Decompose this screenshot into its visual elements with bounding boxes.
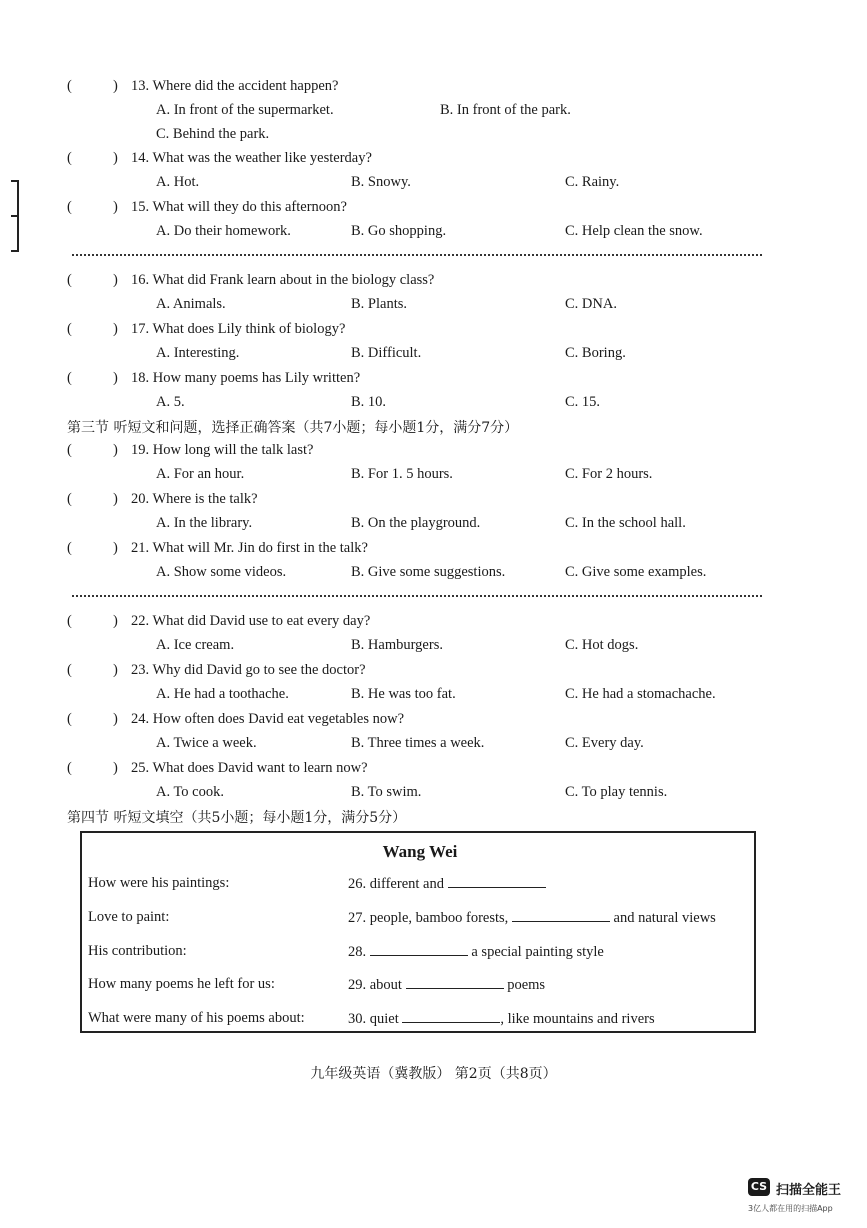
answer-blank-29[interactable] xyxy=(406,976,504,989)
scanner-brand-name: 扫描全能王 xyxy=(776,1183,842,1198)
option-b: B. Plants. xyxy=(351,296,407,312)
answer-paren-close: ) xyxy=(113,540,118,556)
option-b: B. In front of the park. xyxy=(440,102,571,118)
option-b: B. Difficult. xyxy=(351,345,422,361)
answer-blank-26[interactable] xyxy=(448,875,546,888)
question-text: 23. Why did David go to see the doctor? xyxy=(131,662,366,678)
row-prefix: 27. people, bamboo forests, xyxy=(348,910,509,926)
option-b: B. On the playground. xyxy=(351,515,481,531)
answer-paren-close: ) xyxy=(113,662,118,678)
row-answer xyxy=(348,909,716,927)
option-a: A. 5. xyxy=(156,394,185,410)
row-label: How were his paintings: xyxy=(88,875,230,891)
camscanner-logo-icon: CS xyxy=(748,1178,770,1196)
answer-paren-close: ) xyxy=(113,78,118,94)
option-a: A. He had a toothache. xyxy=(156,686,289,702)
answer-paren-close: ) xyxy=(113,272,118,288)
option-c: C. To play tennis. xyxy=(565,784,668,800)
option-a: A. To cook. xyxy=(156,784,224,800)
answer-paren-close: ) xyxy=(113,491,118,507)
answer-paren-open: ( xyxy=(67,613,72,629)
answer-paren-open: ( xyxy=(67,442,72,458)
answer-paren-open: ( xyxy=(67,540,72,556)
question-text: 20. Where is the talk? xyxy=(131,491,258,507)
binding-tick xyxy=(11,250,17,252)
question-text: 17. What does Lily think of biology? xyxy=(131,321,346,337)
option-a: A. Animals. xyxy=(156,296,226,312)
answer-paren-open: ( xyxy=(67,272,72,288)
option-c: C. 15. xyxy=(565,394,601,410)
section-4-heading: 第四节 听短文填空（共5小题；每小题1分，满分5分） xyxy=(67,810,407,826)
row-suffix: , like mountains and rivers xyxy=(500,1011,655,1027)
question-text: 13. Where did the accident happen? xyxy=(131,78,339,94)
option-c: C. For 2 hours. xyxy=(565,466,653,482)
row-answer xyxy=(348,943,604,961)
option-b: B. 10. xyxy=(351,394,387,410)
option-c: C. In the school hall. xyxy=(565,515,686,531)
answer-blank-30[interactable] xyxy=(402,1010,500,1023)
answer-blank-28[interactable] xyxy=(370,943,468,956)
option-a: A. Hot. xyxy=(156,174,200,190)
question-text: 14. What was the weather like yesterday? xyxy=(131,150,372,166)
option-c: C. He had a stomachache. xyxy=(565,686,716,702)
answer-paren-open: ( xyxy=(67,760,72,776)
option-a: A. Twice a week. xyxy=(156,735,257,751)
question-text: 21. What will Mr. Jin do first in the talk? xyxy=(131,540,368,556)
option-c: C. Boring. xyxy=(565,345,626,361)
option-b: B. Three times a week. xyxy=(351,735,485,751)
row-answer xyxy=(348,976,545,994)
row-answer xyxy=(348,875,546,893)
question-text: 16. What did Frank learn about in the biology class? xyxy=(131,272,435,288)
answer-blank-27[interactable] xyxy=(512,909,610,922)
option-c: C. Behind the park. xyxy=(156,126,270,142)
answer-paren-open: ( xyxy=(67,199,72,215)
dotted-divider xyxy=(72,595,762,597)
option-a: A. In the library. xyxy=(156,515,253,531)
row-label: How many poems he left for us: xyxy=(88,976,275,992)
option-a: A. Interesting. xyxy=(156,345,240,361)
option-c: C. Hot dogs. xyxy=(565,637,639,653)
question-text: 25. What does David want to learn now? xyxy=(131,760,368,776)
answer-paren-close: ) xyxy=(113,150,118,166)
row-prefix: 28. xyxy=(348,944,367,960)
answer-paren-close: ) xyxy=(113,760,118,776)
answer-paren-open: ( xyxy=(67,491,72,507)
option-b: B. Hamburgers. xyxy=(351,637,443,653)
option-b: B. Snowy. xyxy=(351,174,411,190)
question-text: 19. How long will the talk last? xyxy=(131,442,314,458)
option-c: C. DNA. xyxy=(565,296,617,312)
option-a: A. Do their homework. xyxy=(156,223,291,239)
option-b: B. To swim. xyxy=(351,784,422,800)
answer-paren-open: ( xyxy=(67,321,72,337)
row-prefix: 26. different and xyxy=(348,876,444,892)
option-b: B. For 1. 5 hours. xyxy=(351,466,453,482)
option-b: B. He was too fat. xyxy=(351,686,456,702)
option-b: B. Give some suggestions. xyxy=(351,564,506,580)
option-a: A. In front of the supermarket. xyxy=(156,102,334,118)
row-prefix: 30. quiet xyxy=(348,1011,399,1027)
answer-paren-close: ) xyxy=(113,199,118,215)
row-label: What were many of his poems about: xyxy=(88,1010,305,1026)
answer-paren-close: ) xyxy=(113,442,118,458)
answer-paren-close: ) xyxy=(113,613,118,629)
option-c: C. Every day. xyxy=(565,735,644,751)
dotted-divider xyxy=(72,254,762,256)
row-answer xyxy=(348,1010,655,1028)
row-suffix: and natural views xyxy=(613,910,716,926)
answer-paren-close: ) xyxy=(113,321,118,337)
answer-paren-open: ( xyxy=(67,662,72,678)
answer-paren-close: ) xyxy=(113,370,118,386)
option-c: C. Give some examples. xyxy=(565,564,707,580)
section-3-heading: 第三节 听短文和问题，选择正确答案（共7小题；每小题1分，满分7分） xyxy=(67,420,519,436)
binding-tick xyxy=(11,215,17,217)
scanner-tagline: 3亿人都在用的扫描App xyxy=(748,1204,833,1213)
answer-paren-open: ( xyxy=(67,711,72,727)
question-text: 22. What did David use to eat every day? xyxy=(131,613,371,629)
row-label: Love to paint: xyxy=(88,909,170,925)
option-a: A. Ice cream. xyxy=(156,637,235,653)
table-title: Wang Wei xyxy=(382,842,458,861)
question-text: 24. How often does David eat vegetables now? xyxy=(131,711,405,727)
binding-tick xyxy=(11,180,17,182)
page-footer: 九年级英语（冀教版） 第2页（共8页） xyxy=(310,1066,557,1082)
answer-paren-open: ( xyxy=(67,78,72,94)
question-text: 18. How many poems has Lily written? xyxy=(131,370,361,386)
option-a: A. For an hour. xyxy=(156,466,245,482)
row-suffix: poems xyxy=(507,977,546,993)
fill-in-table xyxy=(80,831,756,1033)
option-c: C. Rainy. xyxy=(565,174,620,190)
row-label: His contribution: xyxy=(88,943,187,959)
option-b: B. Go shopping. xyxy=(351,223,447,239)
row-prefix: 29. about xyxy=(348,977,402,993)
row-suffix: a special painting style xyxy=(471,944,604,960)
answer-paren-close: ) xyxy=(113,711,118,727)
answer-paren-open: ( xyxy=(67,370,72,386)
option-a: A. Show some videos. xyxy=(156,564,287,580)
binding-line xyxy=(17,180,19,252)
option-c: C. Help clean the snow. xyxy=(565,223,703,239)
question-text: 15. What will they do this afternoon? xyxy=(131,199,347,215)
answer-paren-open: ( xyxy=(67,150,72,166)
